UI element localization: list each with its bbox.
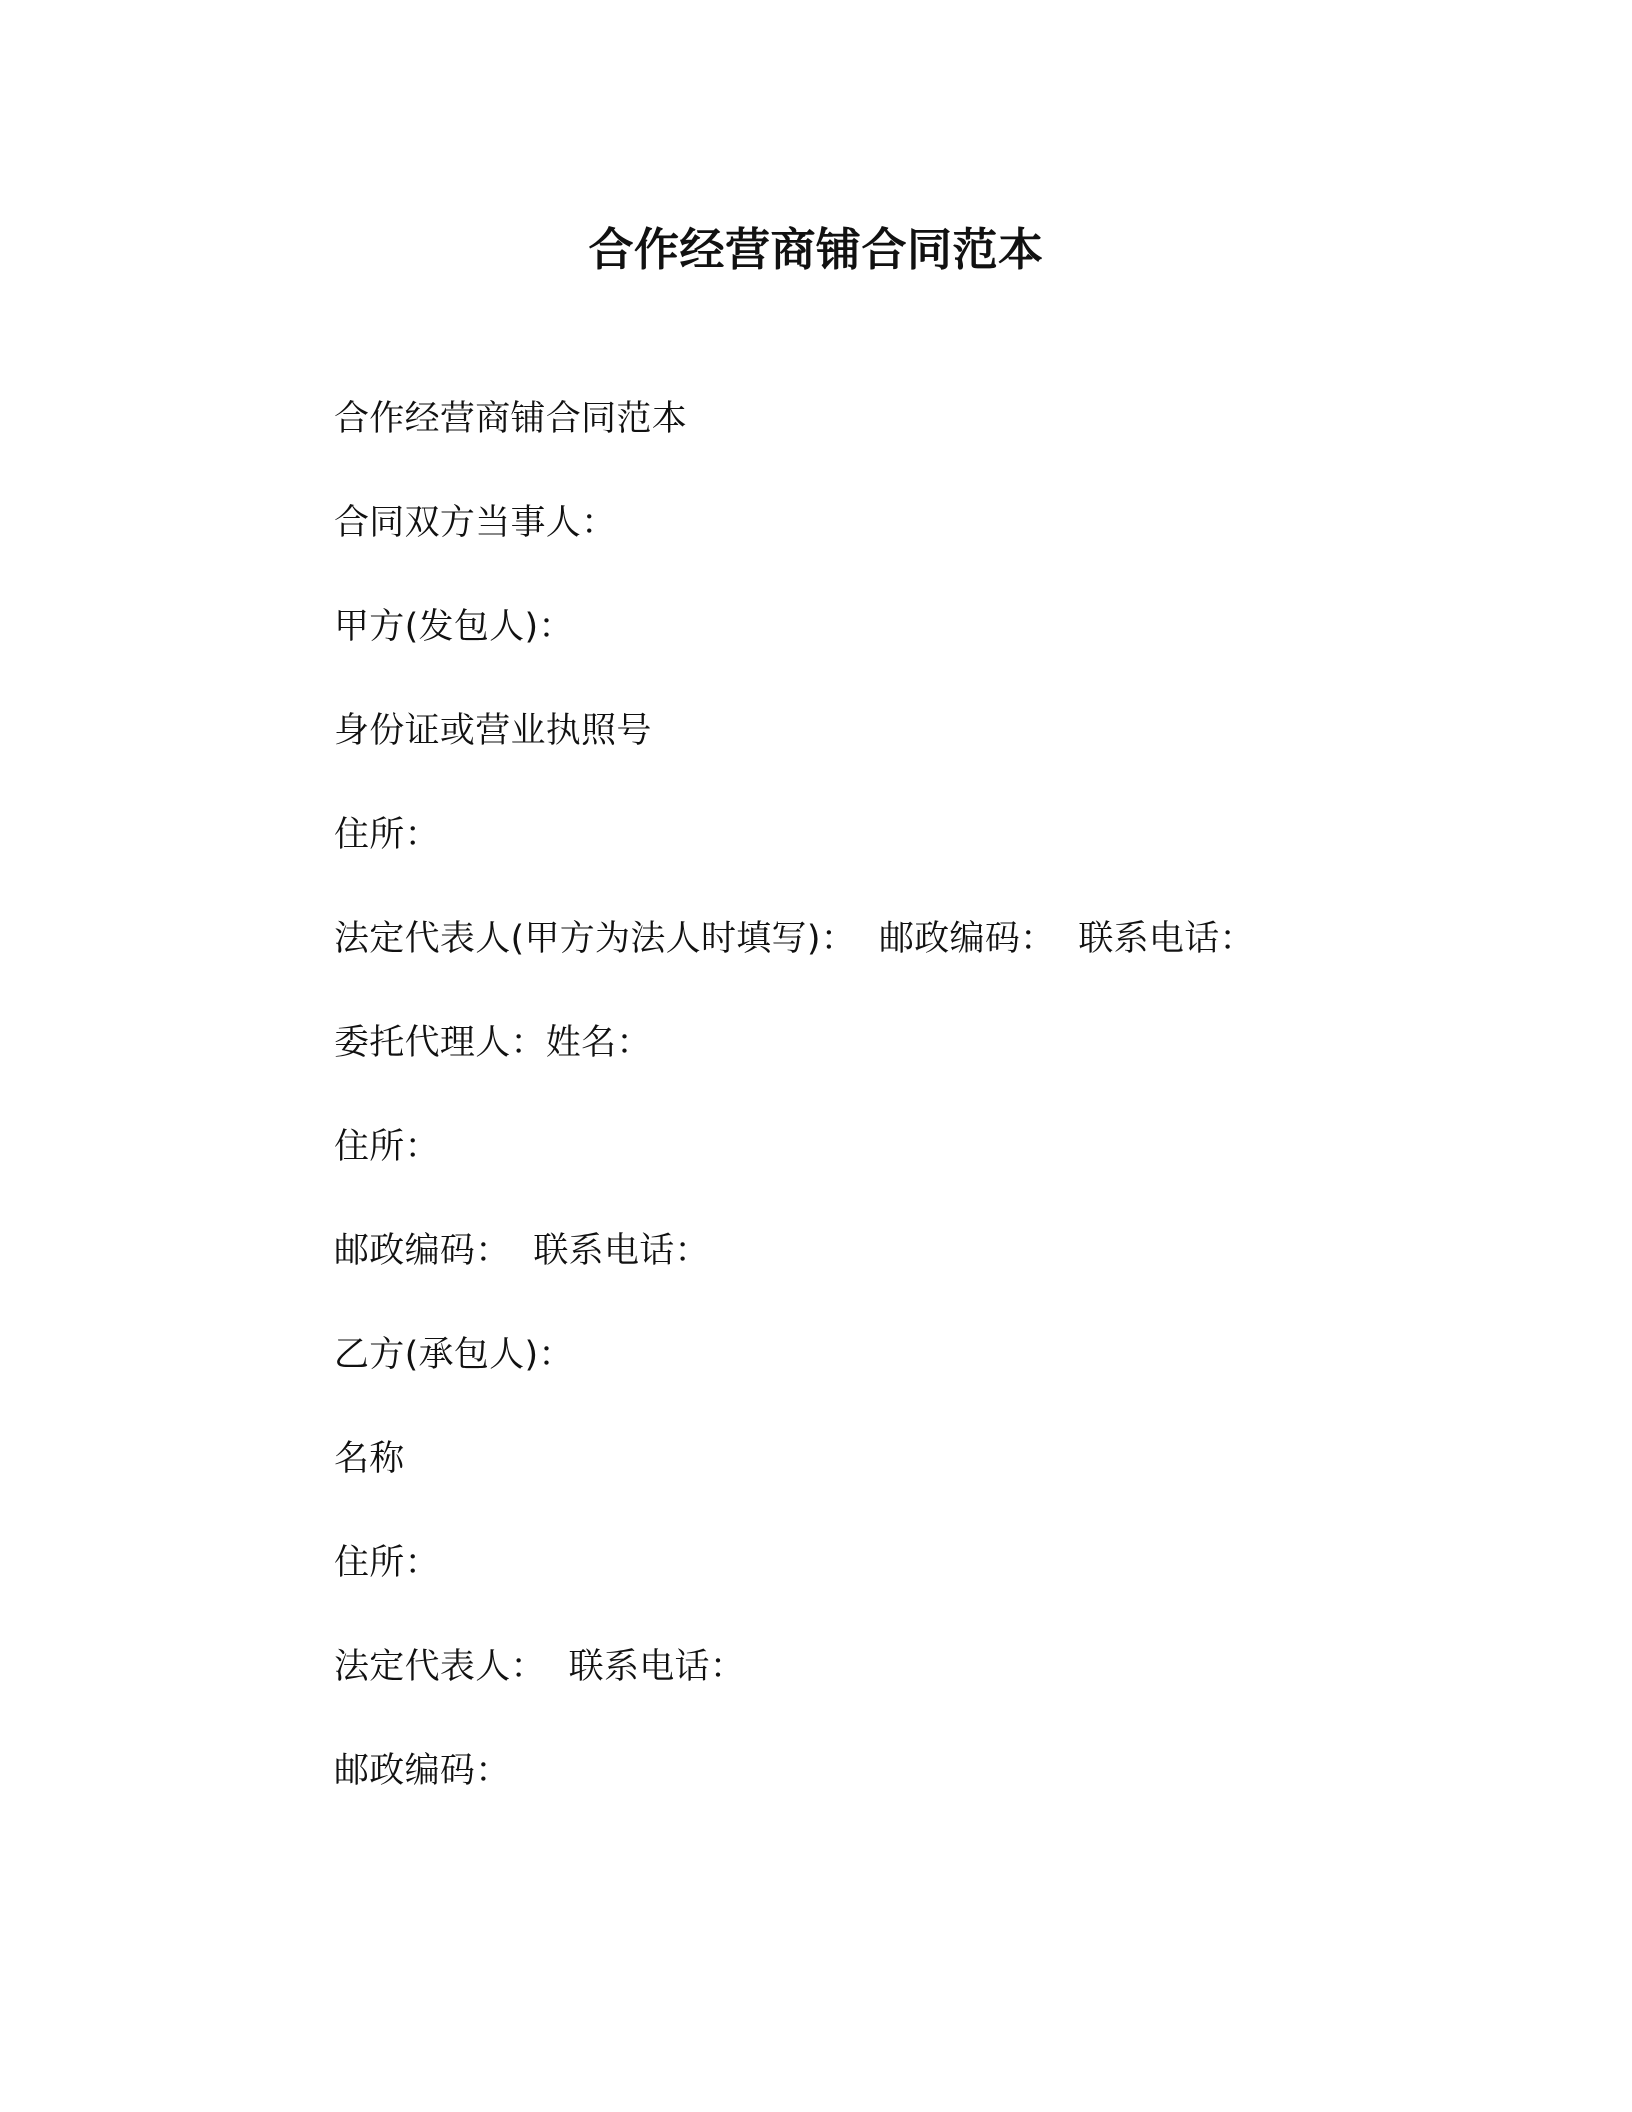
body-line-party-a-legal-rep: 法定代表人(甲方为法人时填写)： 邮政编码： 联系电话： bbox=[334, 919, 1255, 959]
body-line-subtitle: 合作经营商铺合同范本 bbox=[334, 399, 688, 439]
document-body bbox=[334, 394, 1534, 1850]
body-line-party-b-address: 住所： bbox=[334, 1543, 440, 1583]
body-line-party-a: 甲方(发包人)： bbox=[334, 607, 574, 647]
body-line-party-b-legal-rep: 法定代表人： 联系电话： bbox=[334, 1647, 746, 1687]
body-line-agent-contact: 邮政编码： 联系电话： bbox=[334, 1231, 710, 1271]
body-line-agent-address: 住所： bbox=[334, 1127, 440, 1167]
body-line-party-b-postcode: 邮政编码： bbox=[334, 1751, 511, 1791]
body-line-parties: 合同双方当事人： bbox=[334, 503, 617, 543]
body-line-party-b: 乙方(承包人)： bbox=[334, 1335, 574, 1375]
document-title: 合作经营商铺合同范本 bbox=[588, 223, 1044, 276]
body-line-id-license: 身份证或营业执照号 bbox=[334, 711, 652, 751]
body-line-agent-name: 委托代理人：姓名： bbox=[334, 1023, 652, 1063]
body-line-party-a-address: 住所： bbox=[334, 815, 440, 855]
body-line-party-b-name: 名称 bbox=[334, 1439, 405, 1479]
